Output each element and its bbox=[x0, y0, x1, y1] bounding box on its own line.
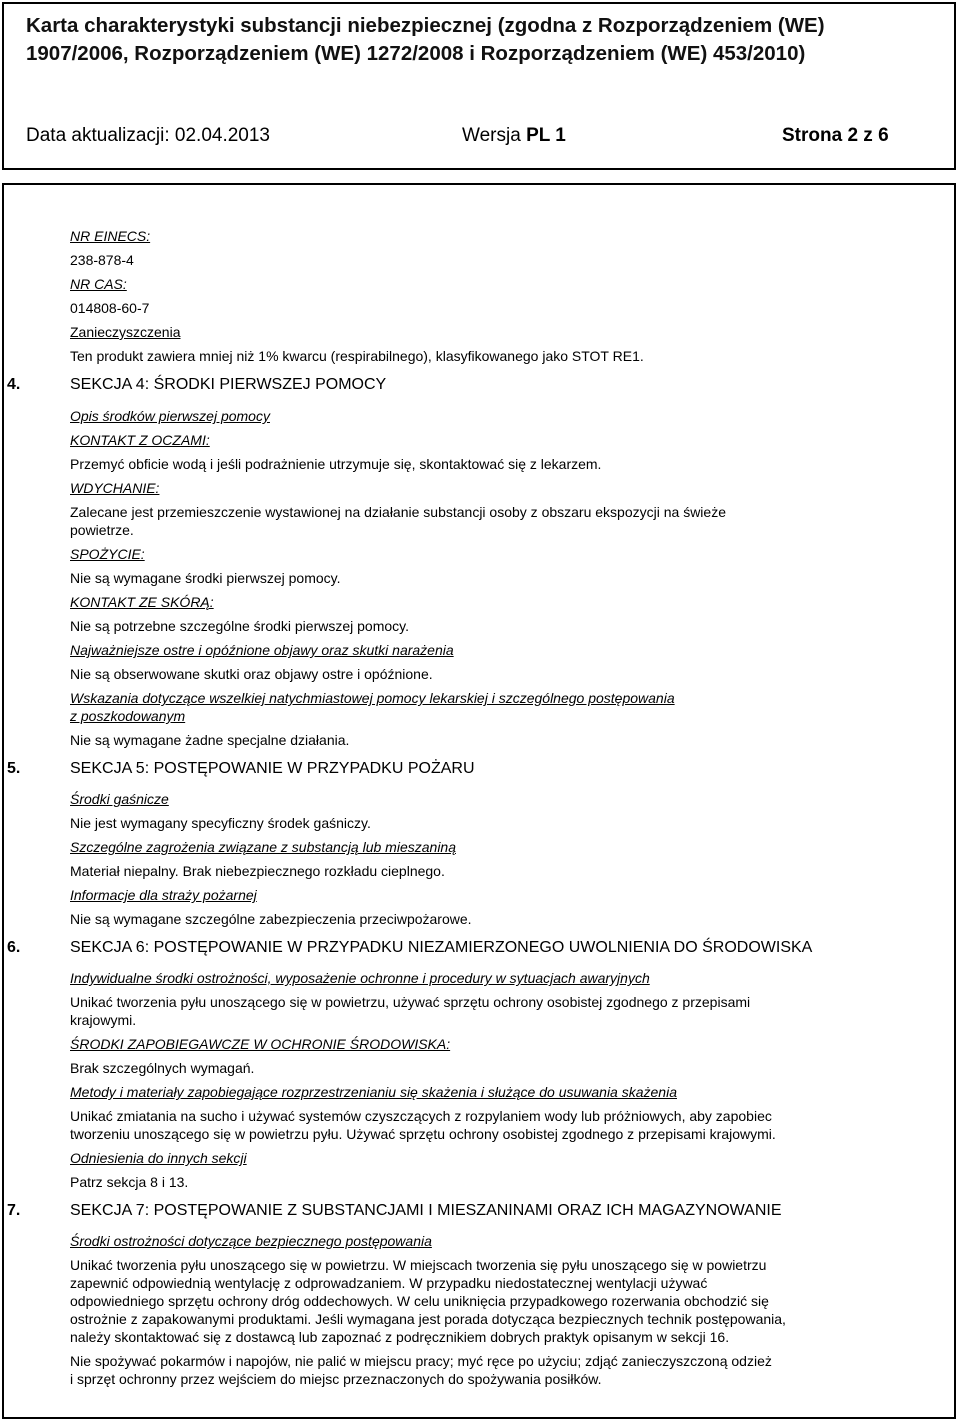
s5-firefighters-heading: Informacje dla straży pożarnej bbox=[70, 887, 257, 903]
s6-precautions-text-2: krajowymi. bbox=[70, 1012, 137, 1028]
title-line-2: 1907/2006, Rozporządzeniem (WE) 1272/2008 i Rozporządzeniem (WE) 453/2010) bbox=[26, 42, 806, 65]
s5-extinguishing-heading: Środki gaśnicze bbox=[70, 791, 169, 807]
document-title bbox=[26, 12, 936, 68]
s7-paragraph-1-line-2: zapewnić odpowiednią wentylację z odprowadzaniem. W przypadku niedostatecznej wentylacji używać bbox=[70, 1275, 708, 1291]
s4-inhalation-label: WDYCHANIE: bbox=[70, 480, 160, 496]
document-header bbox=[2, 2, 956, 170]
version bbox=[462, 124, 566, 148]
einecs-value: 238-878-4 bbox=[70, 252, 134, 268]
page-number: Strona 2 z 6 bbox=[782, 125, 889, 146]
s4-symptoms-text: Nie są obserwowane skutki oraz objawy ostre i opóźnione. bbox=[70, 666, 433, 682]
einecs-label: NR EINECS: bbox=[70, 228, 151, 244]
s6-containment-heading: Metody i materiały zapobiegające rozprzestrzenianiu się skażenia i służące do usuwania skażenia bbox=[70, 1084, 677, 1100]
s7-paragraph-1-line-5: należy skontaktować się z dostawcą lub zapoznać z podręcznikiem dobrych praktyk opisanym w sekcji 16. bbox=[70, 1329, 730, 1345]
s4-medical-text: Nie są wymagane żadne specjalne działania. bbox=[70, 732, 350, 748]
s5-hazards-text: Materiał niepalny. Brak niebezpiecznego rozkładu cieplnego. bbox=[70, 863, 445, 879]
section-7-title: SEKCJA 7: POSTĘPOWANIE Z SUBSTANCJAMI I MIESZANINAMI ORAZ ICH MAGAZYNOWANIE bbox=[70, 1202, 782, 1219]
section-6-number: 6. bbox=[7, 939, 21, 956]
s7-paragraph-1-line-1: Unikać tworzenia pyłu unoszącego się w powietrzu. W miejscach tworzenia się pyłu unoszącego się w powietrzu bbox=[70, 1257, 767, 1273]
update-date: Data aktualizacji: 02.04.2013 bbox=[26, 125, 270, 146]
s7-paragraph-2-line-1: Nie spożywać pokarmów i napojów, nie palić w miejscu pracy; myć ręce po użyciu; zdjąć zanieczyszczoną odzież bbox=[70, 1353, 772, 1369]
s6-precautions-text-1: Unikać tworzenia pyłu unoszącego się w powietrzu, używać sprzętu ochrony osobistej zgodnego z przepisami bbox=[70, 994, 751, 1010]
s4-ingestion-text: Nie są wymagane środki pierwszej pomocy. bbox=[70, 570, 341, 586]
title-line-1: Karta charakterystyki substancji niebezpiecznej (zgodna z Rozporządzeniem (WE) bbox=[26, 14, 825, 37]
s6-precautions-heading: Indywidualne środki ostrożności, wyposażenie ochronne i procedury w sytuacjach awaryjnych bbox=[70, 970, 650, 986]
s6-environment-text: Brak szczególnych wymagań. bbox=[70, 1060, 255, 1076]
s4-skin-contact-text: Nie są potrzebne szczególne środki pierwszej pomocy. bbox=[70, 618, 410, 634]
version-value: PL 1 bbox=[526, 125, 566, 146]
s7-safe-handling-heading: Środki ostrożności dotyczące bezpiecznego postępowania bbox=[70, 1233, 432, 1249]
s4-skin-contact-label: KONTAKT ZE SKÓRĄ: bbox=[70, 594, 214, 610]
section-4-number: 4. bbox=[7, 376, 21, 393]
impurities-label: Zanieczyszczenia bbox=[70, 324, 181, 340]
s7-paragraph-2-line-2: i sprzęt ochronny przez wejściem do miejsc przeznaczonych do spożywania posiłków. bbox=[70, 1371, 602, 1387]
s4-medical-heading-2: z poszkodowanym bbox=[70, 708, 186, 724]
s4-ingestion-label: SPOŻYCIE: bbox=[70, 546, 145, 562]
s7-paragraph-1-line-4: ostrożnie z zapakowanymi produktami. Jeśli wymagana jest porada dotycząca bezpiecznych technik postępowania, bbox=[70, 1311, 786, 1327]
s4-medical-heading-1: Wskazania dotyczące wszelkiej natychmiastowej pomocy lekarskiej i szczególnego postępowania bbox=[70, 690, 675, 706]
s5-firefighters-text: Nie są wymagane szczególne zabezpieczenia przeciwpożarowe. bbox=[70, 911, 472, 927]
section-5-title: SEKCJA 5: POSTĘPOWANIE W PRZYPADKU POŻARU bbox=[70, 760, 475, 777]
cas-value: 014808-60-7 bbox=[70, 300, 150, 316]
s6-references-heading: Odniesienia do innych sekcji bbox=[70, 1150, 247, 1166]
s6-containment-text-1: Unikać zmiatania na sucho i używać systemów czyszczących z rozpylaniem wody lub próżniowych, aby zapobiec bbox=[70, 1108, 772, 1124]
s4-eye-contact-label: KONTAKT Z OCZAMI: bbox=[70, 432, 210, 448]
s4-symptoms-heading: Najważniejsze ostre i opóźnione objawy oraz skutki narażenia bbox=[70, 642, 454, 658]
s4-inhalation-text-2: powietrze. bbox=[70, 522, 134, 538]
cas-label: NR CAS: bbox=[70, 276, 127, 292]
s7-paragraph-1-line-3: odpowiedniego sprzętu ochrony dróg oddechowych. W celu uniknięcia przypadkowego rozerwania obchodzić się bbox=[70, 1293, 769, 1309]
s5-extinguishing-text: Nie jest wymagany specyficzny środek gaśniczy. bbox=[70, 815, 371, 831]
s6-environment-heading: ŚRODKI ZAPOBIEGAWCZE W OCHRONIE ŚRODOWISKA: bbox=[70, 1036, 451, 1052]
section-7-number: 7. bbox=[7, 1202, 21, 1219]
s6-references-text: Patrz sekcja 8 i 13. bbox=[70, 1174, 189, 1190]
s4-inhalation-text-1: Zalecane jest przemieszczenie wystawionej na działanie substancji osoby z obszaru ekspozycji na świeże bbox=[70, 504, 726, 520]
section-5-number: 5. bbox=[7, 760, 21, 777]
s4-first-aid-desc-heading: Opis środków pierwszej pomocy bbox=[70, 408, 270, 424]
s5-hazards-heading: Szczególne zagrożenia związane z substancją lub mieszaniną bbox=[70, 839, 456, 855]
version-prefix: Wersja bbox=[462, 125, 527, 146]
impurities-text: Ten produkt zawiera mniej niż 1% kwarcu (respirabilnego), klasyfikowanego jako STOT RE1. bbox=[70, 348, 644, 364]
section-6-title: SEKCJA 6: POSTĘPOWANIE W PRZYPADKU NIEZAMIERZONEGO UWOLNIENIA DO ŚRODOWISKA bbox=[70, 939, 813, 956]
s4-eye-contact-text: Przemyć obficie wodą i jeśli podrażnienie utrzymuje się, skontaktować się z lekarzem. bbox=[70, 456, 602, 472]
s6-containment-text-2: tworzeniu unoszącego się w powietrzu pyłu. Używać sprzętu ochrony osobistej zgodnego z przepisami krajowymi. bbox=[70, 1126, 776, 1142]
section-4-title: SEKCJA 4: ŚRODKI PIERWSZEJ POMOCY bbox=[70, 376, 387, 393]
